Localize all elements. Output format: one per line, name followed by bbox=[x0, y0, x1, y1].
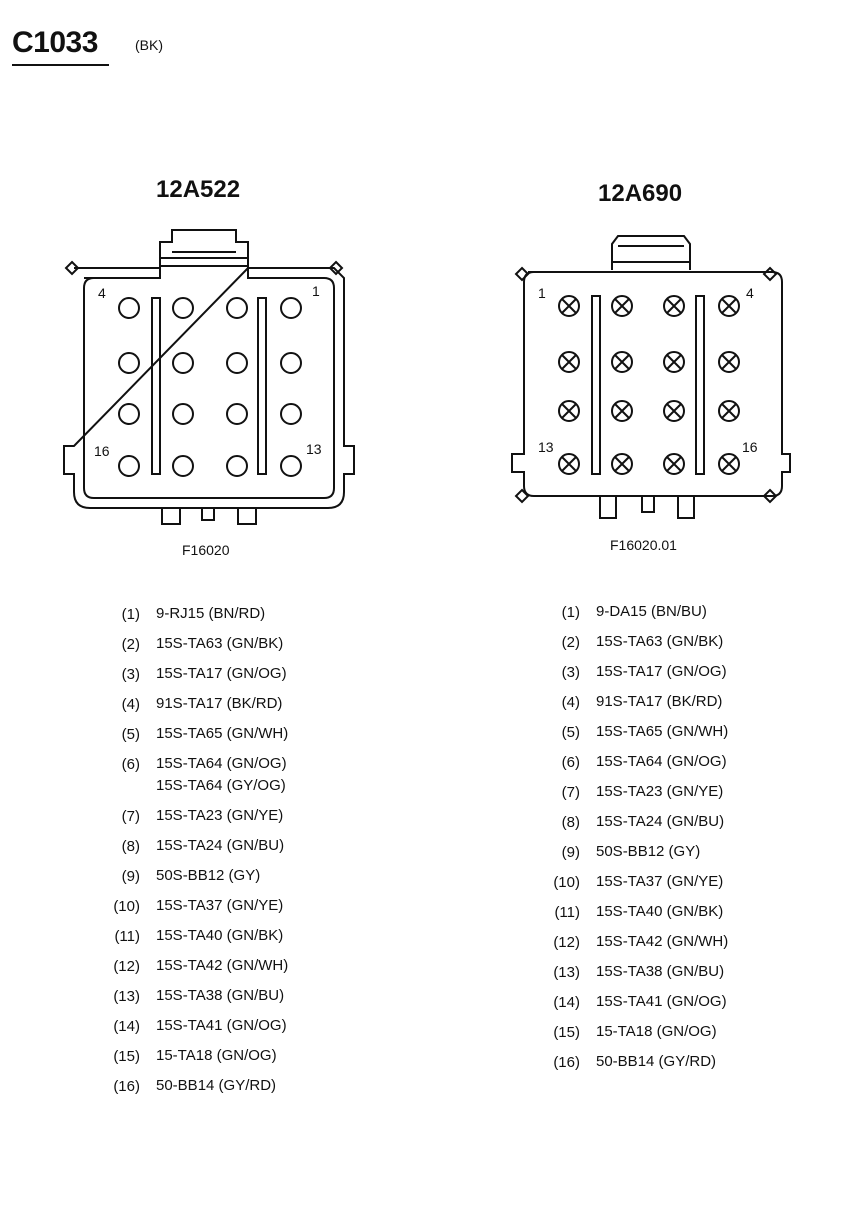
pinout-row bbox=[552, 754, 852, 784]
wire-circuit: 15S-TA37 (GN/YE) bbox=[156, 897, 284, 914]
pinout-row bbox=[552, 994, 852, 1024]
bottom-peg bbox=[202, 508, 214, 520]
pin-number: (16) bbox=[553, 1054, 580, 1071]
wire-circuit: 91S-TA17 (BK/RD) bbox=[596, 693, 723, 710]
pin-number: (4) bbox=[561, 694, 580, 711]
separator-bar bbox=[592, 296, 600, 474]
wire-circuit: 50-BB14 (GY/RD) bbox=[156, 1077, 277, 1094]
connector-12a522-face-view bbox=[60, 222, 360, 532]
wire-circuits bbox=[156, 1075, 276, 1097]
pin-cavity-15 bbox=[173, 456, 193, 476]
pinout-row bbox=[112, 606, 412, 636]
pin-number: (5) bbox=[121, 726, 140, 743]
wire-circuit: 91S-TA17 (BK/RD) bbox=[156, 695, 283, 712]
pin-number: (9) bbox=[121, 868, 140, 885]
wire-circuits bbox=[596, 661, 727, 683]
wire-circuits bbox=[156, 925, 283, 947]
pin-cavity-10 bbox=[227, 404, 247, 424]
pinout-row bbox=[552, 814, 852, 844]
wire-circuit: 15S-TA65 (GN/WH) bbox=[596, 723, 729, 740]
pin-cavity-15 bbox=[664, 454, 684, 474]
pin-cavity-7 bbox=[173, 353, 193, 373]
wire-circuits bbox=[596, 931, 728, 953]
pin-number: (8) bbox=[561, 814, 580, 831]
pin-number: (16) bbox=[113, 1078, 140, 1095]
wire-circuits bbox=[596, 871, 723, 893]
wire-circuits bbox=[596, 811, 724, 833]
pin-cavity-1 bbox=[559, 296, 579, 316]
pin-number: (6) bbox=[121, 756, 140, 773]
wire-circuits bbox=[156, 1015, 287, 1037]
pin-cavity-5 bbox=[559, 352, 579, 372]
wire-circuit: 15S-TA64 (GN/OG) bbox=[156, 755, 287, 772]
figure-code: F16020 bbox=[182, 542, 230, 558]
wire-circuit: 15S-TA41 (GN/OG) bbox=[596, 993, 727, 1010]
wire-circuit: 15S-TA23 (GN/YE) bbox=[596, 783, 724, 800]
pin-number: (3) bbox=[121, 666, 140, 683]
pinout-row bbox=[112, 756, 412, 808]
bottom-peg bbox=[162, 508, 180, 524]
pinout-row bbox=[552, 1024, 852, 1054]
corner-pin-label: 1 bbox=[312, 283, 320, 299]
pin-number: (15) bbox=[113, 1048, 140, 1065]
pinout-row bbox=[112, 808, 412, 838]
pinout-row bbox=[552, 844, 852, 874]
pin-number: (8) bbox=[121, 838, 140, 855]
wire-circuits bbox=[596, 691, 722, 713]
pin-number: (12) bbox=[553, 934, 580, 951]
pinout-row bbox=[112, 988, 412, 1018]
pin-number: (6) bbox=[561, 754, 580, 771]
wire-circuit: 15S-TA41 (GN/OG) bbox=[156, 1017, 287, 1034]
pin-cavity-2 bbox=[227, 298, 247, 318]
pin-cavity-16 bbox=[119, 456, 139, 476]
pin-cavity-11 bbox=[664, 401, 684, 421]
pin-number: (2) bbox=[121, 636, 140, 653]
pin-cavity-6 bbox=[227, 353, 247, 373]
wire-circuit: 15S-TA38 (GN/BU) bbox=[156, 987, 285, 1004]
pinout-row bbox=[552, 1054, 852, 1084]
corner-pin-label: 13 bbox=[306, 441, 322, 457]
pinout-row bbox=[112, 726, 412, 756]
pin-number: (10) bbox=[113, 898, 140, 915]
connector-housing bbox=[512, 272, 790, 496]
pinout-row bbox=[112, 1078, 412, 1108]
corner-pin-label: 16 bbox=[742, 439, 758, 455]
wire-circuit: 15S-TA42 (GN/WH) bbox=[156, 957, 289, 974]
wire-circuit: 15S-TA24 (GN/BU) bbox=[596, 813, 725, 830]
wire-circuits bbox=[596, 781, 723, 803]
pin-number: (14) bbox=[553, 994, 580, 1011]
wire-circuits bbox=[156, 895, 283, 917]
pin-cavity-7 bbox=[664, 352, 684, 372]
pinout-row bbox=[112, 636, 412, 666]
pin-cavity-5 bbox=[281, 353, 301, 373]
pinout-row bbox=[112, 928, 412, 958]
wire-circuits bbox=[156, 723, 288, 745]
pin-cavity-4 bbox=[719, 296, 739, 316]
pinout-row bbox=[552, 784, 852, 814]
locking-tab bbox=[160, 230, 248, 268]
corner-pin-label: 13 bbox=[538, 439, 554, 455]
pin-cavity-9 bbox=[281, 404, 301, 424]
pin-number: (3) bbox=[561, 664, 580, 681]
pinout-row bbox=[552, 904, 852, 934]
pin-cavity-3 bbox=[173, 298, 193, 318]
wire-circuits bbox=[156, 1045, 277, 1067]
bottom-peg bbox=[238, 508, 256, 524]
pin-number: (1) bbox=[561, 604, 580, 621]
corner-pin-label: 16 bbox=[94, 443, 110, 459]
pin-number: (14) bbox=[113, 1018, 140, 1035]
pin-number: (9) bbox=[561, 844, 580, 861]
wire-circuits bbox=[596, 961, 724, 983]
pin-number: (1) bbox=[121, 606, 140, 623]
wire-circuits bbox=[596, 721, 728, 743]
wire-circuits bbox=[156, 865, 260, 887]
wire-circuits bbox=[596, 841, 700, 863]
corner-pin-label: 4 bbox=[746, 285, 754, 301]
pin-cavity-6 bbox=[612, 352, 632, 372]
bottom-peg bbox=[642, 496, 654, 512]
pinout-row bbox=[112, 868, 412, 898]
wire-circuits bbox=[156, 805, 283, 827]
pin-cavities-12a690 bbox=[559, 296, 739, 474]
pinout-row bbox=[552, 694, 852, 724]
pin-cavity-10 bbox=[612, 401, 632, 421]
pinout-row bbox=[552, 964, 852, 994]
separator-bar bbox=[258, 298, 266, 474]
wire-circuit: 15S-TA38 (GN/BU) bbox=[596, 963, 725, 980]
pinout-row bbox=[552, 724, 852, 754]
corner-pin-label: 4 bbox=[98, 285, 106, 301]
wire-circuit: 9-DA15 (BN/BU) bbox=[596, 603, 707, 620]
pin-cavity-8 bbox=[119, 353, 139, 373]
wire-circuits bbox=[596, 1021, 717, 1043]
pin-number: (12) bbox=[113, 958, 140, 975]
wire-circuits bbox=[156, 955, 288, 977]
wire-circuit: 50S-BB12 (GY) bbox=[596, 843, 701, 860]
connector-12a522-name: 12A522 bbox=[156, 176, 241, 203]
pin-number: (4) bbox=[121, 696, 140, 713]
locking-tab bbox=[612, 236, 690, 270]
pin-cavity-16 bbox=[719, 454, 739, 474]
pin-cavity-3 bbox=[664, 296, 684, 316]
wire-circuit: 15-TA18 (GN/OG) bbox=[156, 1047, 277, 1064]
wire-circuit: 15S-TA17 (GN/OG) bbox=[596, 663, 727, 680]
connector-id-title: C1033 bbox=[12, 26, 98, 59]
wire-circuits bbox=[156, 985, 284, 1007]
wire-circuit: 15S-TA40 (GN/BK) bbox=[156, 927, 284, 944]
wire-circuit: 15S-TA37 (GN/YE) bbox=[596, 873, 724, 890]
wire-circuit: 15S-TA40 (GN/BK) bbox=[596, 903, 724, 920]
pin-cavities-12a522 bbox=[119, 298, 301, 476]
pin-number: (10) bbox=[553, 874, 580, 891]
pinout-row bbox=[552, 604, 852, 634]
wire-circuit: 15S-TA64 (GY/OG) bbox=[156, 777, 286, 794]
wire-circuit: 15S-TA65 (GN/WH) bbox=[156, 725, 289, 742]
pinout-list-12a522 bbox=[112, 606, 412, 1108]
pin-cavity-12 bbox=[119, 404, 139, 424]
pin-cavity-14 bbox=[612, 454, 632, 474]
separator-bar bbox=[696, 296, 704, 474]
pinout-row bbox=[552, 874, 852, 904]
pin-cavity-11 bbox=[173, 404, 193, 424]
pin-number: (7) bbox=[121, 808, 140, 825]
connector-12a690-name: 12A690 bbox=[598, 180, 683, 207]
bottom-peg bbox=[600, 496, 616, 518]
wire-circuits bbox=[596, 991, 727, 1013]
separator-bar bbox=[152, 298, 160, 474]
pin-cavity-1 bbox=[281, 298, 301, 318]
pin-number: (15) bbox=[553, 1024, 580, 1041]
wire-circuits bbox=[596, 751, 727, 773]
wire-circuits bbox=[596, 631, 723, 653]
pinout-list-12a690 bbox=[552, 604, 852, 1084]
bottom-peg bbox=[678, 496, 694, 518]
wire-circuits bbox=[156, 693, 282, 715]
pin-cavity-13 bbox=[559, 454, 579, 474]
wire-circuit: 15-TA18 (GN/OG) bbox=[596, 1023, 717, 1040]
wire-circuits bbox=[156, 753, 287, 797]
wire-circuit: 9-RJ15 (BN/RD) bbox=[156, 605, 266, 622]
pin-cavity-2 bbox=[612, 296, 632, 316]
pinout-row bbox=[112, 666, 412, 696]
wire-circuits bbox=[596, 901, 723, 923]
pin-number: (11) bbox=[114, 928, 140, 945]
wire-circuit: 15S-TA64 (GN/OG) bbox=[596, 753, 727, 770]
wire-circuit: 15S-TA63 (GN/BK) bbox=[156, 635, 284, 652]
connector-12a690-face-view bbox=[508, 232, 798, 524]
wire-circuit: 50-BB14 (GY/RD) bbox=[596, 1053, 717, 1070]
pin-cavity-8 bbox=[719, 352, 739, 372]
corner-pin-label: 1 bbox=[538, 285, 546, 301]
pinout-row bbox=[112, 696, 412, 726]
wire-circuit: 15S-TA63 (GN/BK) bbox=[596, 633, 724, 650]
wire-circuits bbox=[156, 633, 283, 655]
pinout-row bbox=[552, 634, 852, 664]
pin-number: (11) bbox=[554, 904, 580, 921]
pinout-row bbox=[552, 664, 852, 694]
wire-circuit: 50S-BB12 (GY) bbox=[156, 867, 261, 884]
pinout-row bbox=[552, 934, 852, 964]
pin-cavity-14 bbox=[227, 456, 247, 476]
pinout-row bbox=[112, 898, 412, 928]
figure-code: F16020.01 bbox=[610, 537, 677, 553]
title-underline bbox=[12, 64, 109, 66]
pin-cavity-12 bbox=[719, 401, 739, 421]
pinout-row bbox=[112, 958, 412, 988]
pin-number: (13) bbox=[113, 988, 140, 1005]
pin-cavity-4 bbox=[119, 298, 139, 318]
wire-circuit: 15S-TA17 (GN/OG) bbox=[156, 665, 287, 682]
wire-circuits bbox=[156, 603, 265, 625]
pin-number: (13) bbox=[553, 964, 580, 981]
pinout-row bbox=[112, 1048, 412, 1078]
wire-circuits bbox=[156, 663, 287, 685]
connector-housing bbox=[64, 268, 354, 508]
pin-cavity-13 bbox=[281, 456, 301, 476]
wire-circuits bbox=[596, 1051, 716, 1073]
wire-circuits bbox=[596, 601, 707, 623]
pin-cavity-9 bbox=[559, 401, 579, 421]
pin-number: (2) bbox=[561, 634, 580, 651]
wire-circuit: 15S-TA42 (GN/WH) bbox=[596, 933, 729, 950]
housing-color-label: (BK) bbox=[135, 37, 163, 53]
pin-number: (7) bbox=[561, 784, 580, 801]
wire-circuit: 15S-TA24 (GN/BU) bbox=[156, 837, 285, 854]
pinout-row bbox=[112, 838, 412, 868]
pinout-row bbox=[112, 1018, 412, 1048]
wire-circuit: 15S-TA23 (GN/YE) bbox=[156, 807, 284, 824]
wire-circuits bbox=[156, 835, 284, 857]
pin-number: (5) bbox=[561, 724, 580, 741]
